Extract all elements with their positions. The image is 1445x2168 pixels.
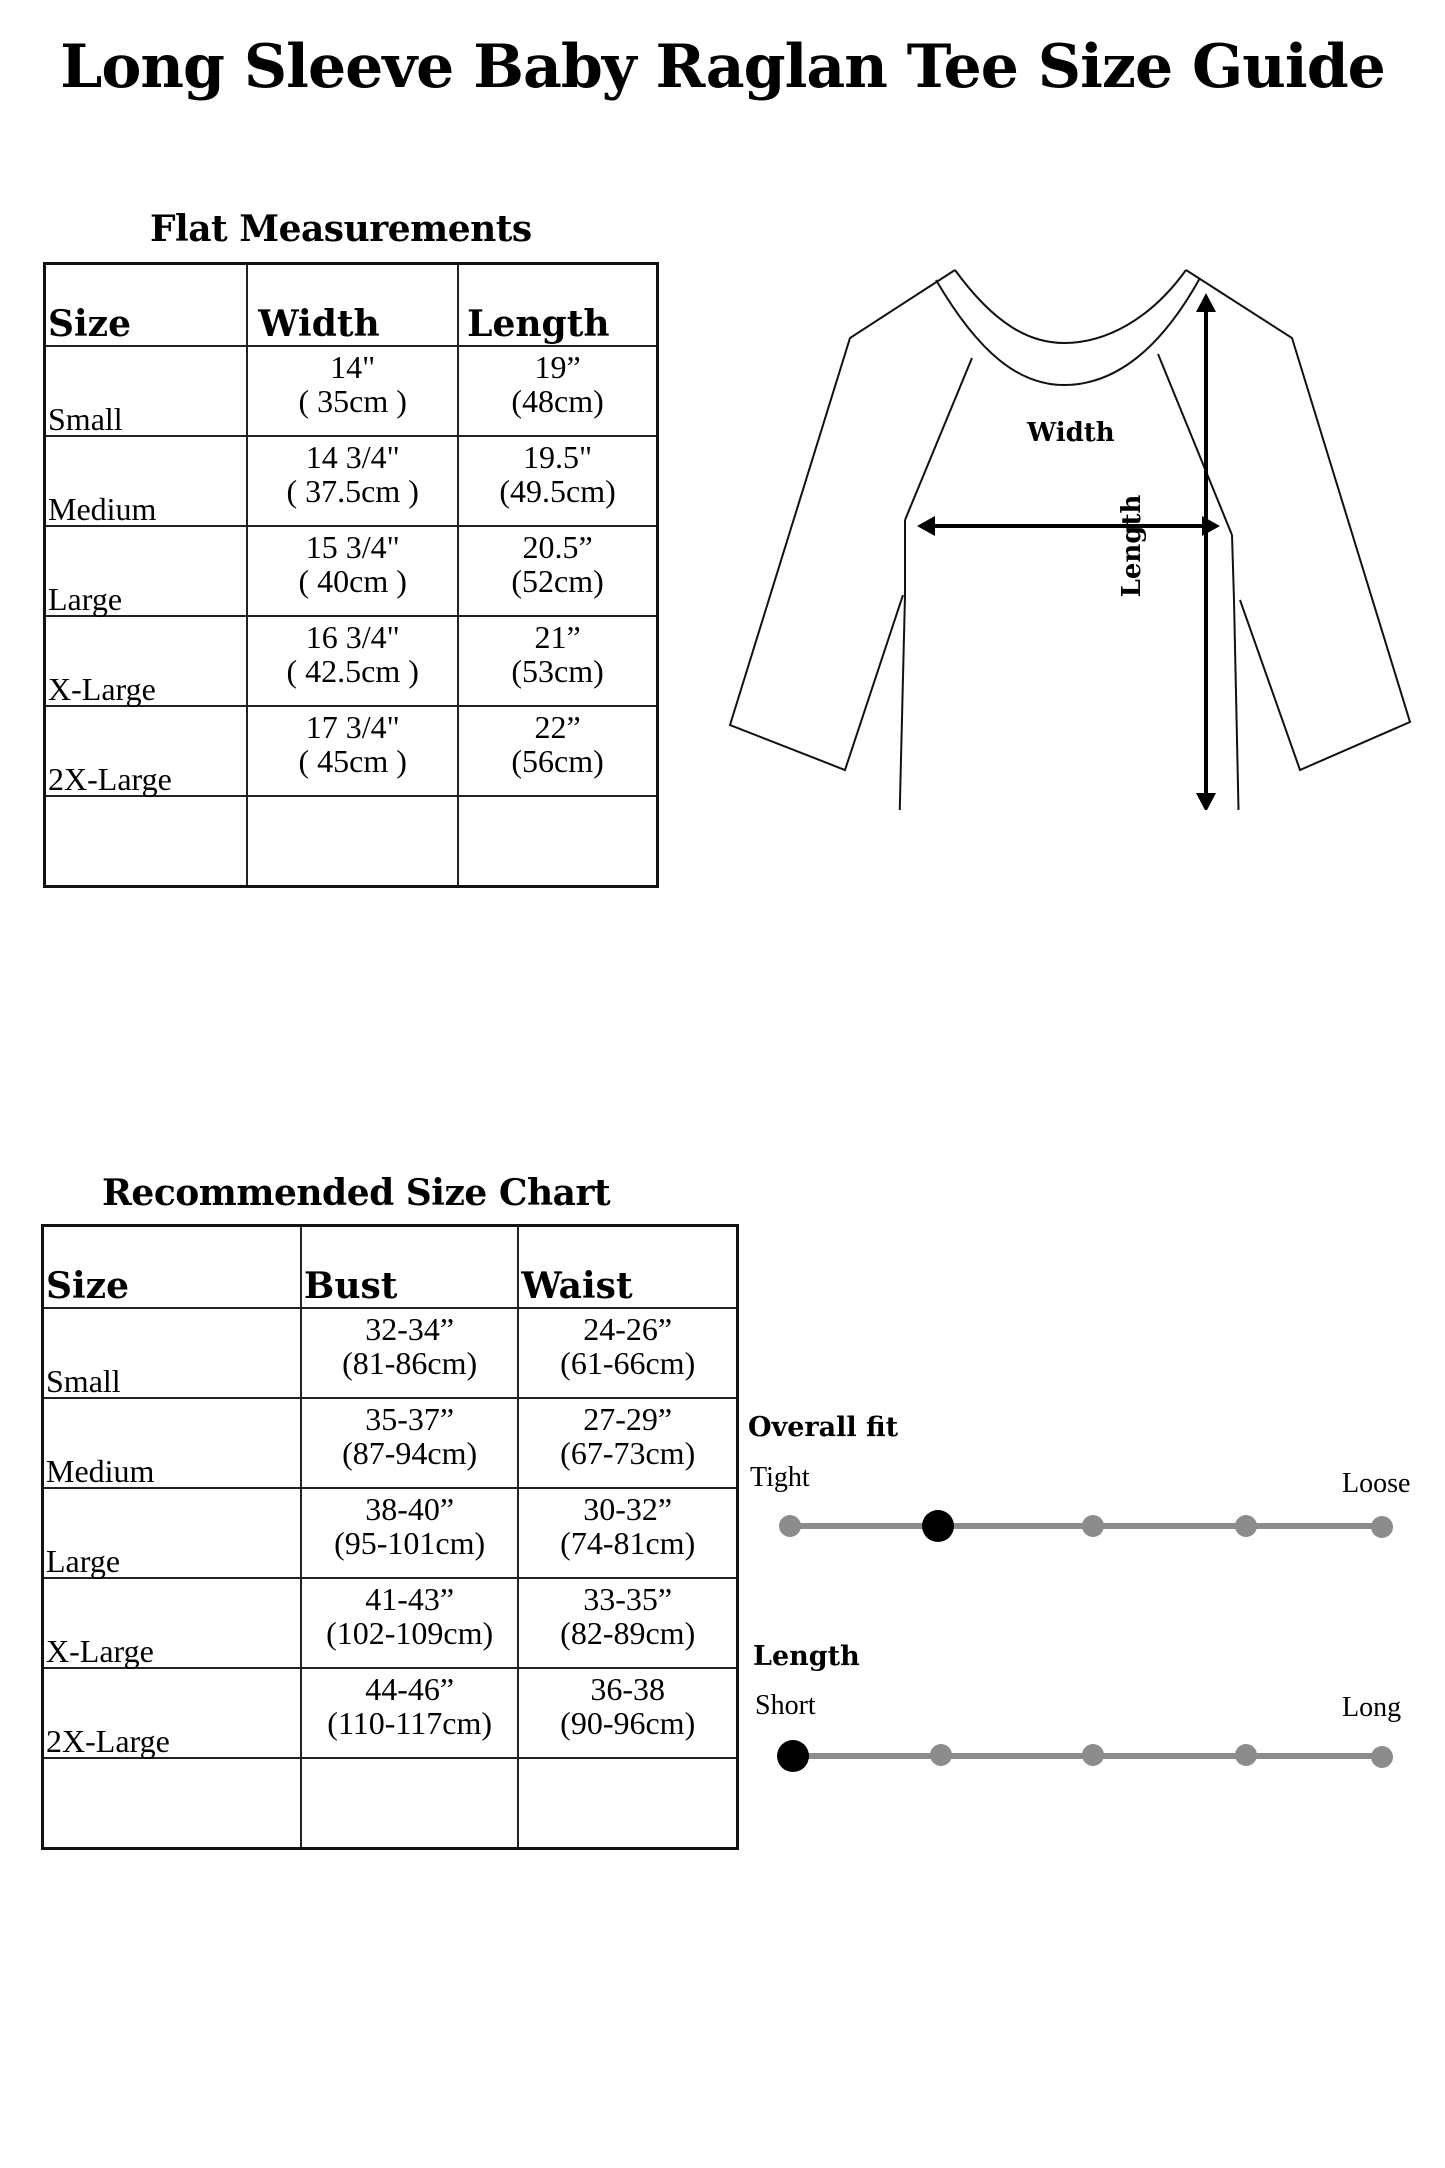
length-fit-label: Length — [753, 1641, 860, 1672]
header-length: Length — [458, 264, 657, 347]
width-cell: 14 3/4" ( 37.5cm ) — [247, 436, 458, 526]
size-cell: Large — [45, 526, 248, 616]
scale-dot — [1371, 1516, 1393, 1538]
scale-dot — [1235, 1744, 1257, 1766]
width-arrow-icon — [917, 516, 1220, 536]
header-width: Width — [247, 264, 458, 347]
bust-cell: 38-40” (95-101cm) — [301, 1488, 518, 1578]
waist-cell: 27-29” (67-73cm) — [518, 1398, 737, 1488]
overall-fit-max-label: Loose — [1342, 1468, 1411, 1499]
bust-cell: 41-43” (102-109cm) — [301, 1578, 518, 1668]
size-cell: Small — [45, 346, 248, 436]
scale-dot — [1371, 1746, 1393, 1768]
size-cell: Small — [43, 1308, 301, 1398]
table-row-empty — [43, 1758, 738, 1849]
page-title: Long Sleeve Baby Raglan Tee Size Guide — [60, 32, 1385, 102]
table-row — [45, 616, 658, 706]
overall-fit-min-label: Tight — [750, 1462, 810, 1493]
left-sleeve-outline — [730, 270, 955, 770]
bust-cell — [301, 1758, 518, 1849]
length-fit-max-label: Long — [1342, 1692, 1402, 1723]
raglan-tee-diagram — [720, 250, 1420, 810]
waist-cell: 36-38 (90-96cm) — [518, 1668, 737, 1758]
size-cell: X-Large — [43, 1578, 301, 1668]
scale-dot-selected — [777, 1740, 809, 1772]
length-arrow-icon — [1196, 293, 1216, 810]
table-row — [43, 1668, 738, 1758]
size-cell: Medium — [45, 436, 248, 526]
bust-cell: 35-37” (87-94cm) — [301, 1398, 518, 1488]
length-cell: 19” (48cm) — [458, 346, 657, 436]
right-sleeve-outline — [1186, 270, 1410, 770]
diagram-length-label: Length — [1117, 494, 1147, 598]
overall-fit-label: Overall fit — [748, 1412, 899, 1443]
header-bust: Bust — [301, 1226, 518, 1309]
diagram-width-label: Width — [1027, 418, 1115, 448]
size-cell: X-Large — [45, 616, 248, 706]
bust-cell: 44-46” (110-117cm) — [301, 1668, 518, 1758]
table-header-row — [45, 264, 658, 347]
length-cell — [458, 796, 657, 887]
table-row — [45, 346, 658, 436]
size-cell: 2X-Large — [45, 706, 248, 796]
table-row — [45, 526, 658, 616]
length-cell: 22” (56cm) — [458, 706, 657, 796]
scale-dot — [779, 1515, 801, 1537]
table-row-empty — [45, 796, 658, 887]
table-row — [43, 1398, 738, 1488]
scale-dot-selected — [922, 1510, 954, 1542]
flat-measurements-title: Flat Measurements — [150, 208, 532, 250]
table-row — [43, 1308, 738, 1398]
length-fit-min-label: Short — [755, 1690, 816, 1721]
scale-dot — [930, 1744, 952, 1766]
size-cell: Large — [43, 1488, 301, 1578]
table-row — [45, 436, 658, 526]
table-row — [43, 1488, 738, 1578]
waist-cell: 24-26” (61-66cm) — [518, 1308, 737, 1398]
waist-cell — [518, 1758, 737, 1849]
table-header-row — [43, 1226, 738, 1309]
header-waist: Waist — [518, 1226, 737, 1309]
length-cell: 20.5” (52cm) — [458, 526, 657, 616]
scale-dot — [1082, 1515, 1104, 1537]
size-cell: Medium — [43, 1398, 301, 1488]
length-cell: 21” (53cm) — [458, 616, 657, 706]
size-cell — [45, 796, 248, 887]
size-cell — [43, 1758, 301, 1849]
width-cell — [247, 796, 458, 887]
waist-cell: 30-32” (74-81cm) — [518, 1488, 737, 1578]
size-cell: 2X-Large — [43, 1668, 301, 1758]
table-row — [43, 1578, 738, 1668]
recommended-size-table — [41, 1224, 739, 1850]
flat-measurements-table — [43, 262, 659, 888]
header-size: Size — [43, 1226, 301, 1309]
header-size: Size — [45, 264, 248, 347]
width-cell: 15 3/4" ( 40cm ) — [247, 526, 458, 616]
width-cell: 16 3/4" ( 42.5cm ) — [247, 616, 458, 706]
table-row — [45, 706, 658, 796]
length-cell: 19.5" (49.5cm) — [458, 436, 657, 526]
scale-dot — [1082, 1744, 1104, 1766]
scale-dot — [1235, 1515, 1257, 1537]
bust-cell: 32-34” (81-86cm) — [301, 1308, 518, 1398]
recommended-size-chart-title: Recommended Size Chart — [102, 1172, 611, 1214]
waist-cell: 33-35” (82-89cm) — [518, 1578, 737, 1668]
width-cell: 14" ( 35cm ) — [247, 346, 458, 436]
width-cell: 17 3/4" ( 45cm ) — [247, 706, 458, 796]
